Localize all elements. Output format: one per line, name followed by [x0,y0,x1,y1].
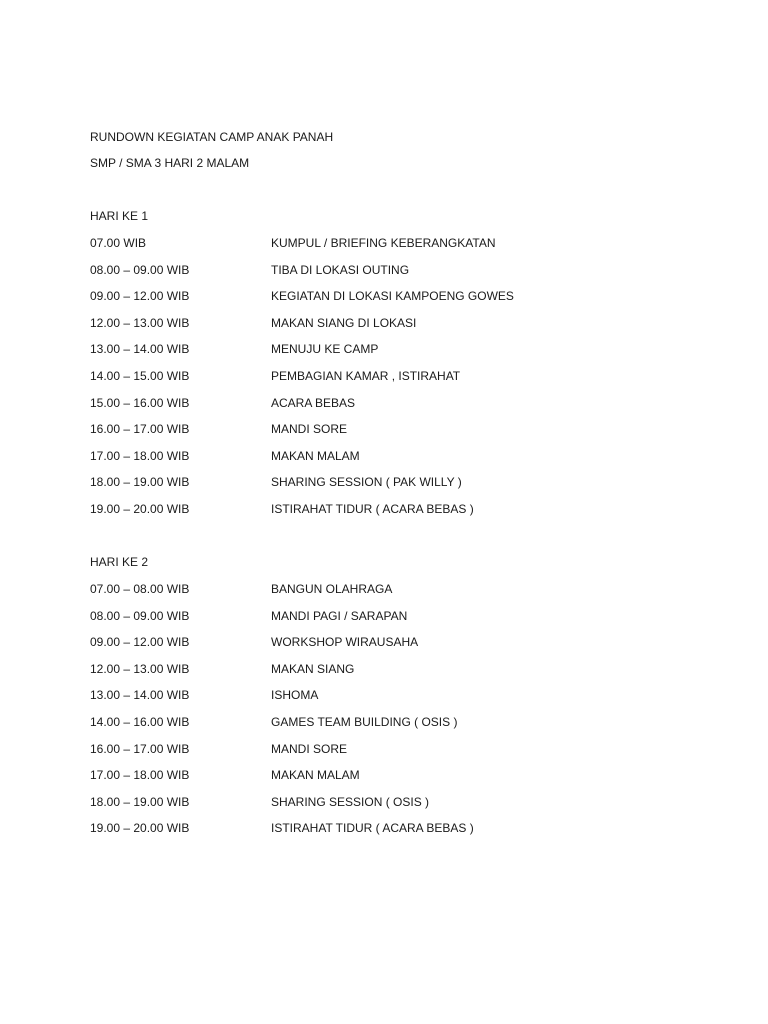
schedule-time: 18.00 – 19.00 WIB [90,475,190,490]
schedule-time: 14.00 – 15.00 WIB [90,369,190,383]
schedule-time: 16.00 – 17.00 WIB [90,422,190,437]
schedule-row [90,261,690,279]
schedule-row [90,793,690,811]
schedule-time: 17.00 – 18.00 WIB [90,448,190,463]
schedule-activity: MANDI PAGI / SARAPAN [271,608,408,623]
schedule-time: 08.00 – 09.00 WIB [90,262,190,277]
schedule-time: 08.00 – 09.00 WIB [90,608,190,623]
schedule-activity: MENUJU KE CAMP [271,342,379,357]
schedule-time: 07.00 – 08.00 WIB [90,582,190,596]
schedule-row [90,234,690,252]
schedule-row [90,686,690,704]
schedule-activity: ACARA BEBAS [271,395,356,410]
schedule-time: 12.00 – 13.00 WIB [90,315,190,330]
schedule-row [90,607,690,625]
day-2-heading: HARI KE 2 [90,555,149,569]
schedule-activity: PEMBAGIAN KAMAR , ISTIRAHAT [271,369,461,383]
schedule-activity: MAKAN MALAM [271,448,360,463]
schedule-time: 18.00 – 19.00 WIB [90,794,190,809]
schedule-row [90,766,690,784]
schedule-time: 16.00 – 17.00 WIB [90,741,190,756]
schedule-time: 07.00 WIB [90,236,147,250]
schedule-row [90,740,690,758]
schedule-activity: MAKAN MALAM [271,768,360,783]
schedule-activity: KEGIATAN DI LOKASI KAMPOENG GOWES [271,289,514,304]
schedule-row [90,473,690,491]
schedule-row [90,447,690,465]
schedule-activity: MAKAN SIANG [271,661,355,676]
schedule-row [90,660,690,678]
schedule-activity: BANGUN OLAHRAGA [271,582,393,596]
schedule-time: 17.00 – 18.00 WIB [90,768,190,783]
schedule-row [90,713,690,731]
schedule-activity: MANDI SORE [271,741,348,756]
schedule-row [90,287,690,305]
schedule-row [90,394,690,412]
schedule-row [90,580,690,598]
schedule-activity: ISHOMA [271,688,319,703]
schedule-row [90,500,690,518]
schedule-activity: GAMES TEAM BUILDING ( OSIS ) [271,715,458,729]
schedule-activity: MANDI SORE [271,422,348,437]
schedule-row [90,633,690,651]
schedule-row [90,314,690,332]
schedule-row [90,819,690,837]
schedule-activity: ISTIRAHAT TIDUR ( ACARA BEBAS ) [271,821,474,836]
schedule-time: 13.00 – 14.00 WIB [90,342,190,357]
document-title: RUNDOWN KEGIATAN CAMP ANAK PANAH [90,130,334,144]
schedule-row [90,420,690,438]
schedule-activity: WORKSHOP WIRAUSAHA [271,635,419,650]
schedule-time: 12.00 – 13.00 WIB [90,661,190,676]
schedule-time: 13.00 – 14.00 WIB [90,688,190,703]
schedule-time: 09.00 – 12.00 WIB [90,635,190,650]
schedule-time: 19.00 – 20.00 WIB [90,821,190,836]
schedule-activity: SHARING SESSION ( PAK WILLY ) [271,475,462,490]
schedule-time: 09.00 – 12.00 WIB [90,289,190,304]
day-1-heading: HARI KE 1 [90,209,149,223]
schedule-activity: MAKAN SIANG DI LOKASI [271,315,417,330]
schedule-time: 15.00 – 16.00 WIB [90,395,190,410]
schedule-row [90,367,690,385]
schedule-activity: ISTIRAHAT TIDUR ( ACARA BEBAS ) [271,502,474,516]
schedule-time: 19.00 – 20.00 WIB [90,502,190,516]
schedule-activity: TIBA DI LOKASI OUTING [271,262,410,277]
document-subtitle: SMP / SMA 3 HARI 2 MALAM [90,156,250,170]
schedule-row [90,340,690,358]
schedule-activity: SHARING SESSION ( OSIS ) [271,794,430,809]
schedule-time: 14.00 – 16.00 WIB [90,715,190,729]
schedule-activity: KUMPUL / BRIEFING KEBERANGKATAN [271,236,496,250]
